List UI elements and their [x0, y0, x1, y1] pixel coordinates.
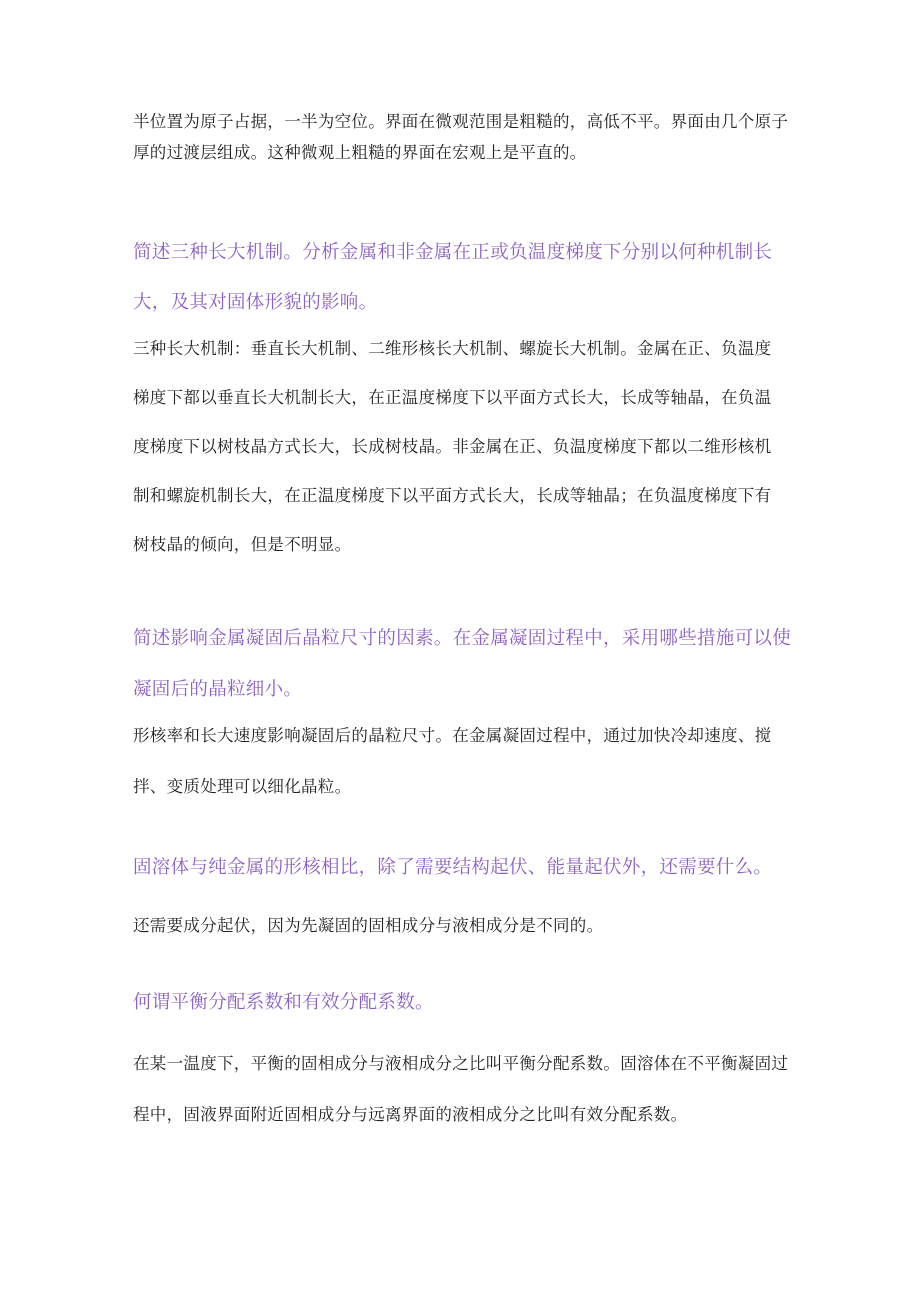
text-line: 拌、变质处理可以细化晶粒。 — [133, 777, 352, 796]
text-line: 制和螺旋机制长大，在正温度梯度下以平面方式长大，长成等轴晶；在负温度梯度下有 — [133, 486, 772, 505]
text-line: 固溶体与纯金属的形核相比，除了需要结构起伏、能量起伏外，还需要什么。 — [133, 857, 773, 878]
text-line: 在某一温度下，平衡的固相成分与液相成分之比叫平衡分配系数。固溶体在不平衡凝固过 — [133, 1054, 789, 1073]
text-line: 形核率和长大速度影响凝固后的晶粒尺寸。在金属凝固过程中，通过加快冷却速度、搅 — [133, 726, 772, 745]
question-solid-solution-nucleation — [133, 853, 803, 883]
answer-distribution-coefficients — [133, 1038, 803, 1140]
text-line: 三种长大机制：垂直长大机制、二维形核长大机制、螺旋长大机制。金属在正、负温度 — [133, 339, 772, 358]
answer-grain-size-factors — [133, 710, 803, 812]
text-line: 简述影响金属凝固后晶粒尺寸的因素。在金属凝固过程中，采用哪些措施可以使 — [133, 628, 792, 649]
answer-paragraph-interface-structure — [133, 106, 803, 168]
text-line: 何谓平衡分配系数和有效分配系数。 — [133, 992, 434, 1013]
text-line: 还需要成分起伏，因为先凝固的固相成分与液相成分是不同的。 — [133, 916, 604, 935]
text-line: 梯度下都以垂直长大机制长大，在正温度梯度下以平面方式长大，长成等轴晶，在负温 — [133, 388, 772, 407]
answer-growth-mechanisms — [133, 324, 803, 569]
question-growth-mechanisms — [133, 228, 803, 328]
text-line: 凝固后的晶粒细小。 — [133, 679, 303, 700]
text-line: 树枝晶的倾向，但是不明显。 — [133, 535, 352, 554]
question-distribution-coefficients — [133, 988, 803, 1018]
text-line: 程中，固液界面附近固相成分与远离界面的液相成分之比叫有效分配系数。 — [133, 1105, 688, 1124]
text-line: 半位置为原子占据，一半为空位。界面在微观范围是粗糙的，高低不平。界面由几个原子 — [133, 112, 789, 131]
answer-solid-solution-nucleation — [133, 911, 803, 941]
text-line: 度梯度下以树枝晶方式长大，长成树枝晶。非金属在正、负温度梯度下都以二维形核机 — [133, 437, 772, 456]
text-line: 简述三种长大机制。分析金属和非金属在正或负温度梯度下分别以何种机制长 — [133, 242, 773, 263]
text-line: 大，及其对固体形貌的影响。 — [133, 292, 378, 313]
text-line: 厚的过渡层组成。这种微观上粗糙的界面在宏观上是平直的。 — [133, 143, 587, 162]
question-grain-size-factors — [133, 613, 803, 715]
